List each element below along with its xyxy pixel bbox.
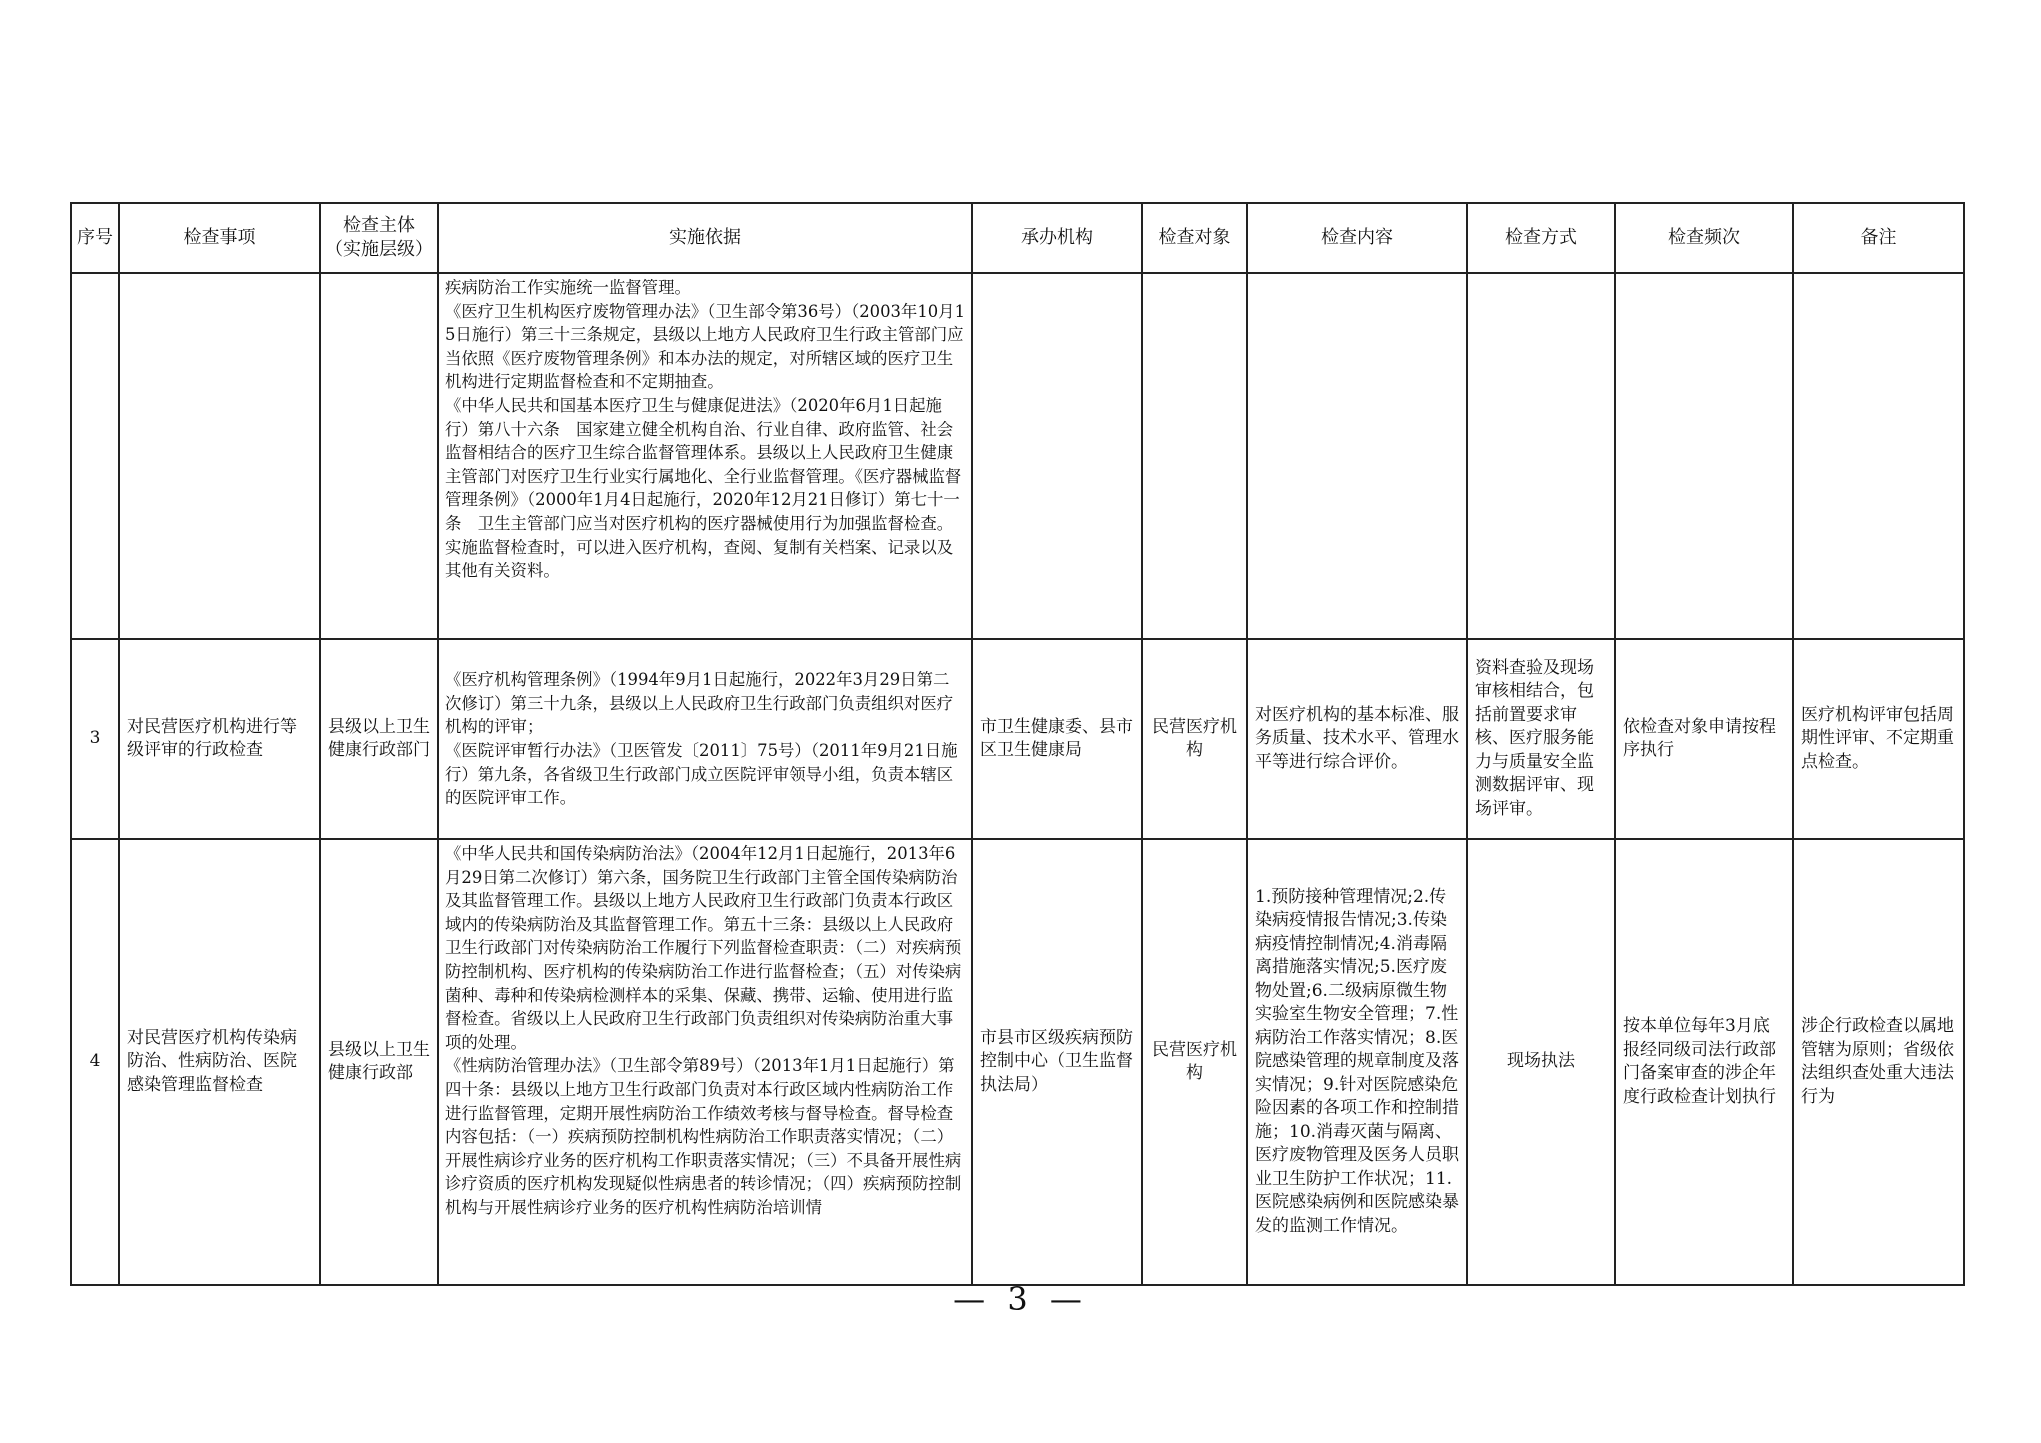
cell-basis: [438, 639, 972, 839]
col-header-content: 检查内容: [1247, 203, 1467, 273]
cell-organizer: 市县市区级疾病预防控制中心（卫生监督执法局）: [972, 839, 1142, 1285]
col-header-organizer: 承办机构: [972, 203, 1142, 273]
basis-paragraph: 《中华人民共和国基本医疗卫生与健康促进法》（2020年6月1日起施行）第八十六条 国家建立健全机构自治、行业自律、政府监管、社会监督相结合的医疗卫生综合监督管理体系。县级以上人民政府卫生健康主管部门对医疗卫生行业实行属地化、全行业监督管理。《医疗器械监督管理条例》（2000年1月4日起施行，2020年12月21日修订）第七十一条 卫生主管部门应当对医疗机构的医疗器械使用行为加强监督检查。实施监督检查时，可以进入医疗机构，查阅、复制有关档案、记录以及其他有关资料。: [445, 395, 962, 581]
cell-content: 对医疗机构的基本标准、服务质量、技术水平、管理水平等进行综合评价。: [1247, 639, 1467, 839]
table-row: [71, 839, 1964, 1285]
basis-paragraph: 《中华人民共和国传染病防治法》（2004年12月1日起施行，2013年6月29日第二次修订）第六条，国务院卫生行政部门主管全国传染病防治及其监督管理工作。县级以上地方人民政府卫生行政部门负责本行政区域内的传染病防治及其监督管理工作。第五十三条：县级以上人民政府卫生行政部门对传染病防治工作履行下列监督检查职责：（二）对疾病预防控制机构、医疗机构的传染病防治工作进行监督检查；（五）对传染病菌种、毒种和传染病检测样本的采集、保藏、携带、运输、使用进行监督检查。省级以上人民政府卫生行政部门负责组织对传染病防治重大事项的处理。: [445, 844, 962, 1052]
basis-paragraph: 《医疗卫生机构医疗废物管理办法》（卫生部令第36号）（2003年10月15日施行）第三十三条规定，县级以上地方人民政府卫生行政主管部门应当依照《医疗废物管理条例》和本办法的规定，对所辖区域的医疗卫生机构进行定期监督检查和不定期抽查。: [445, 301, 965, 392]
cell-item: 对民营医疗机构传染病防治、性病防治、医院感染管理监督检查: [119, 839, 320, 1285]
cell-method: 资料查验及现场审核相结合，包括前置要求审核、医疗服务能力与质量安全监测数据评审、现场评审。: [1467, 639, 1615, 839]
cell-seq: 4: [71, 839, 119, 1285]
cell-target: 民营医疗机构: [1142, 839, 1247, 1285]
col-header-remark: 备注: [1793, 203, 1964, 273]
col-header-subject: 检查主体 （实施层级）: [320, 203, 438, 273]
cell-organizer: 市卫生健康委、县市区卫生健康局: [972, 639, 1142, 839]
col-header-basis: 实施依据: [438, 203, 972, 273]
cell-remark: [1793, 273, 1964, 639]
page-number: — 3 —: [953, 1280, 1088, 1318]
cell-subject: 县级以上卫生健康行政部: [320, 839, 438, 1285]
col-header-frequency: 检查频次: [1615, 203, 1793, 273]
cell-frequency: 按本单位每年3月底报经同级司法行政部门备案审查的涉企年度行政检查计划执行: [1615, 839, 1793, 1285]
cell-method: 现场执法: [1467, 839, 1615, 1285]
col-header-item: 检查事项: [119, 203, 320, 273]
cell-target: 民营医疗机构: [1142, 639, 1247, 839]
table-header-row: [71, 203, 1964, 273]
cell-content: 1.预防接种管理情况;2.传染病疫情报告情况;3.传染病疫情控制情况;4.消毒隔离措施落实情况;5.医疗废物处置;6.二级病原微生物实验室生物安全管理；7.性病防治工作落实情况；8.医院感染管理的规章制度及落实情况；9.针对医院感染危险因素的各项工作和控制措施；10.消毒灭菌与隔离、医疗废物管理及医务人员职业卫生防护工作状况；11.医院感染病例和医院感染暴发的监测工作情况。: [1247, 839, 1467, 1285]
inspection-table: [70, 202, 1965, 1286]
cell-frequency: [1615, 273, 1793, 639]
basis-paragraph: 疾病防治工作实施统一监督管理。: [445, 278, 691, 297]
cell-basis: [438, 273, 972, 639]
col-header-seq: 序号: [71, 203, 119, 273]
cell-seq: [71, 273, 119, 639]
col-header-method: 检查方式: [1467, 203, 1615, 273]
cell-frequency: 依检查对象申请按程序执行: [1615, 639, 1793, 839]
cell-method: [1467, 273, 1615, 639]
cell-content: [1247, 273, 1467, 639]
cell-basis: [438, 839, 972, 1285]
cell-seq: 3: [71, 639, 119, 839]
cell-remark: 涉企行政检查以属地管辖为原则；省级依法组织查处重大违法行为: [1793, 839, 1964, 1285]
cell-organizer: [972, 273, 1142, 639]
cell-subject: [320, 273, 438, 639]
cell-subject: 县级以上卫生健康行政部门: [320, 639, 438, 839]
cell-remark: 医疗机构评审包括周期性评审、不定期重点检查。: [1793, 639, 1964, 839]
cell-item: [119, 273, 320, 639]
cell-item: 对民营医疗机构进行等级评审的行政检查: [119, 639, 320, 839]
cell-target: [1142, 273, 1247, 639]
basis-paragraph: 《医院评审暂行办法》（卫医管发〔2011〕75号）（2011年9月21日施行）第九条，各省级卫生行政部门成立医院评审领导小组，负责本辖区的医院评审工作。: [445, 741, 958, 808]
col-header-target: 检查对象: [1142, 203, 1247, 273]
inspection-table-page: [70, 202, 1963, 1286]
table-row: [71, 639, 1964, 839]
basis-paragraph: 《医疗机构管理条例》（1994年9月1日起施行，2022年3月29日第二次修订）第三十九条，县级以上人民政府卫生行政部门负责组织对医疗机构的评审；: [445, 670, 954, 737]
table-row: [71, 273, 1964, 639]
basis-paragraph: 《性病防治管理办法》（卫生部令第89号）（2013年1月1日起施行）第四十条：县级以上地方卫生行政部门负责对本行政区域内性病防治工作进行监督管理，定期开展性病防治工作绩效考核与督导检查。督导检查内容包括：（一）疾病预防控制机构性病防治工作职责落实情况；（二）开展性病诊疗业务的医疗机构工作职责落实情况；（三）不具备开展性病诊疗资质的医疗机构发现疑似性病患者的转诊情况；（四）疾病预防控制机构与开展性病诊疗业务的医疗机构性病防治培训情: [445, 1056, 962, 1217]
